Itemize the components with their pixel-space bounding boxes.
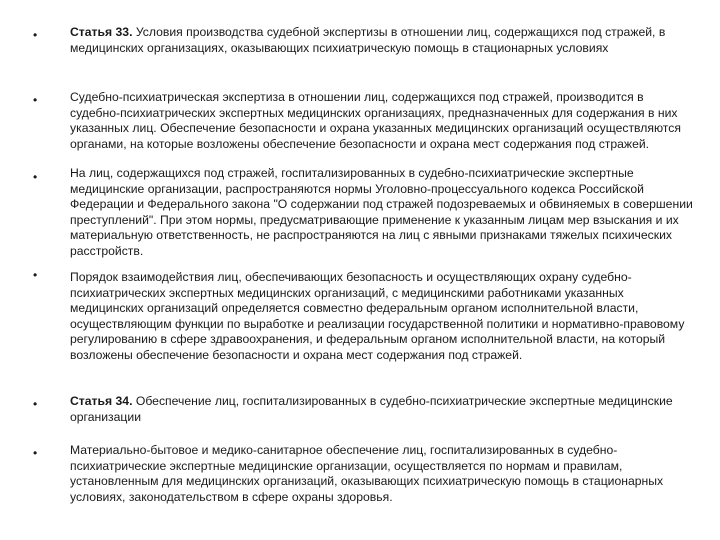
bullet-marker: • xyxy=(33,170,38,184)
bullet-marker: • xyxy=(33,93,38,107)
bullet-marker: • xyxy=(33,28,38,42)
paragraph-text: Судебно-психиатрическая экспертиза в отношении лиц, содержащихся под стражей, производится в судебно-психиатрических экспертных медицинских организациях, предназначенных для содержания в них указанных лиц. Обеспечение безопасности и охрана указанных медицинских организаций осуществляются органами, на которые возложены обеспечение безопасности и охрана мест содержания под стражей. xyxy=(70,90,681,151)
article-title: Условия производства судебной экспертизы в отношении лиц, содержащихся под стражей, в медицинских организациях, оказывающих психиатрическую помощь в стационарных условиях xyxy=(70,25,666,55)
paragraph-text xyxy=(70,394,695,425)
article-number: Статья 33. xyxy=(70,25,133,39)
bullet-marker: • xyxy=(33,268,38,282)
bullet-marker: • xyxy=(33,397,38,411)
paragraph-text xyxy=(70,25,695,56)
bullet-marker: • xyxy=(33,446,38,460)
article-number: Статья 34. xyxy=(70,394,133,408)
article-title: Обеспечение лиц, госпитализированных в судебно-психиатрические экспертные медицинские организации xyxy=(70,394,673,424)
paragraph-text: Материально-бытовое и медико-санитарное обеспечение лиц, госпитализированных в судебно-психиатрические экспертные медицинские организации, осуществляется по нормам и правилам, установленным для медицинских организаций, оказывающих психиатрическую помощь в стационарных условиях, законодательством в сфере охраны здоровья. xyxy=(70,443,664,504)
paragraph-text: На лиц, содержащихся под стражей, госпитализированных в судебно-психиатрические экспертные медицинские организации, распространяются нормы Уголовно-процессуального кодекса Российской Федерации и Федерального закона "О содержании под стражей подозреваемых и обвиняемых в совершении преступлений". При этом нормы, предусматривающие применение к указанным лицам мер взыскания и их материальную ответственность, не распространяются на лиц с явными признаками тяжелых психических расстройств. xyxy=(70,166,693,258)
paragraph-text: Порядок взаимодействия лиц, обеспечивающих безопасность и осуществляющих охрану судебно-психиатрических экспертных медицинских организаций, с медицинскими работниками указанных медицинских организаций определяется совместно федеральным органом исполнительной власти, осуществляющим функции по выработке и реализации государственной политики и нормативно-правовому регулированию в сфере здравоохранения, и федеральным органом исполнительной власти, на который возложены обеспечение безопасности и охрана мест содержания под стражей. xyxy=(70,270,685,362)
